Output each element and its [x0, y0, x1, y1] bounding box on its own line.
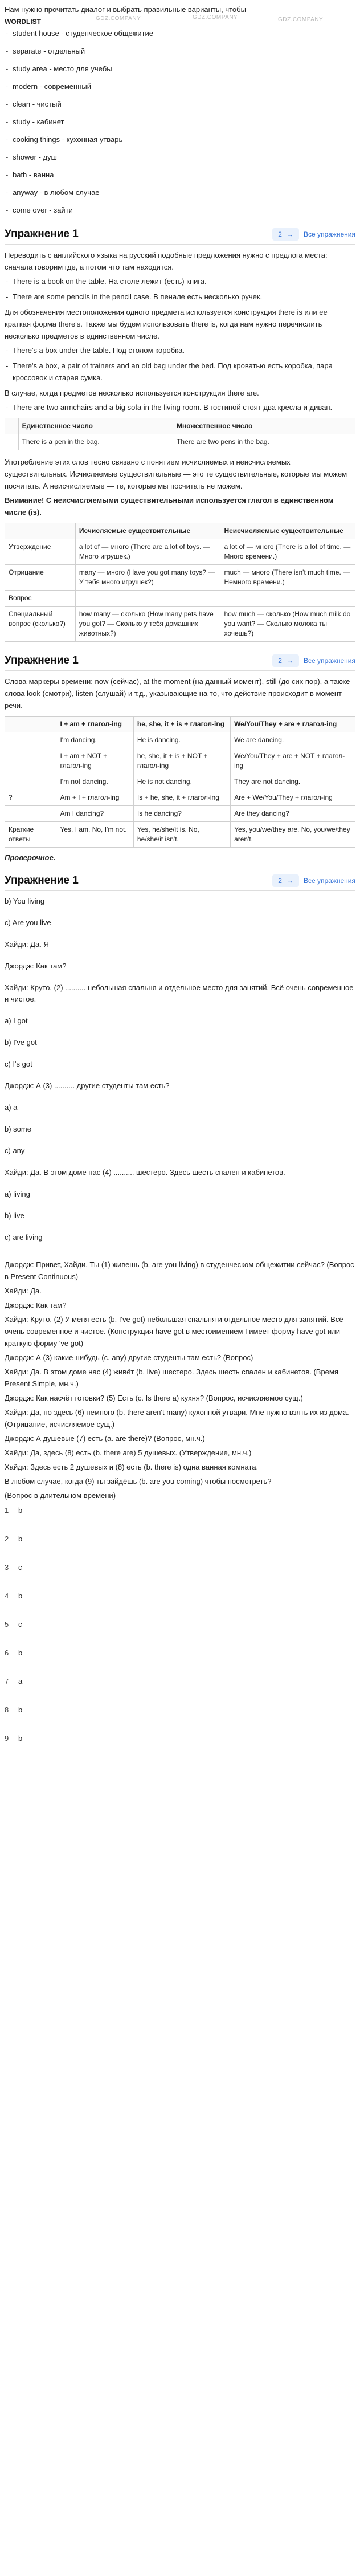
- table-cell: [5, 434, 19, 450]
- key-number: 3: [5, 1563, 9, 1572]
- arrow-right-icon: →: [286, 877, 293, 885]
- table-cell: I'm not dancing.: [56, 774, 133, 790]
- table-cell: he, she, it + is + NOT + глагол-ing: [133, 748, 230, 774]
- theory-paragraph: В случае, когда предметов несколько используется конструкция there are.: [5, 389, 259, 397]
- answer-block: [5, 1259, 355, 1501]
- list-item: - study - кабинет: [5, 116, 355, 127]
- quiz-line: Хайди: Да. Я: [5, 940, 49, 949]
- key-answer: a: [18, 1677, 23, 1686]
- answer-line: В любом случае, когда (9) ты зайдёшь (b. are you coming) чтобы посмотреть?: [5, 1477, 272, 1486]
- table-row: [5, 774, 355, 790]
- quiz-line: c) Are you live: [5, 918, 51, 927]
- table-cell: [5, 774, 56, 790]
- key-answer: b: [18, 1706, 23, 1714]
- table-cell: Вопрос: [5, 591, 76, 607]
- table-header: Исчисляемые существительные: [75, 523, 220, 539]
- list-item: - modern - современный: [5, 81, 355, 92]
- pager-number: 2: [278, 230, 282, 238]
- quiz-line: b) I've got: [5, 1038, 37, 1047]
- tense-table: [5, 716, 355, 848]
- table-cell: They are not dancing.: [231, 774, 355, 790]
- answer-line: Хайди: Здесь есть 2 душевых и (8) есть (b. there is) одна ванная комната.: [5, 1463, 259, 1471]
- table-header: Единственное число: [18, 418, 173, 434]
- answer-line: Хайди: Круто. (2) У меня есть (b. I've got) небольшая спальня и отдельное место для занятий. Всё очень современное и чистое. (Конструкция have got в местоимением I имеет форму have got или краткую форму 've got): [5, 1315, 343, 1348]
- key-number: 8: [5, 1706, 9, 1714]
- table-cell: much — много (There isn't much time. — Немного времени.): [220, 565, 355, 591]
- table-cell: Are + We/You/They + глагол-ing: [231, 790, 355, 806]
- table-cell: [5, 806, 56, 822]
- answer-line: Хайди: Да.: [5, 1287, 42, 1295]
- list-item: [5, 1505, 355, 1516]
- list-item: [5, 1590, 355, 1602]
- example-item: - There's a box, a pair of trainers and an old bag under the bed. Под кроватью есть коробка, пара кроссовок и старая сумка.: [5, 360, 355, 384]
- quiz-line: c) I's got: [5, 1060, 32, 1068]
- table-header: We/You/They + are + глагол-ing: [231, 717, 355, 732]
- next-exercise-button[interactable]: [272, 654, 299, 667]
- theory-paragraph: Для обозначения местоположения одного предмета используется конструкция there is или ее краткая форма there's. Также мы будем использовать there is, когда нам нужно перечислить несколько предметов в единственном числе.: [5, 308, 328, 340]
- table-row: [5, 732, 355, 748]
- answer-line: Хайди: Да, здесь (8) есть (b. there are) 5 душевых. (Утверждение, мн.ч.): [5, 1448, 252, 1457]
- table-header: Неисчисляемые существительные: [220, 523, 355, 539]
- table-row: [5, 748, 355, 774]
- table-cell: Yes, you/we/they are. No, you/we/they aren't.: [231, 822, 355, 848]
- watermark: GDZ.COMPANY: [96, 15, 141, 22]
- table-cell: He is not dancing.: [133, 774, 230, 790]
- table-row: [5, 790, 355, 806]
- table-cell: Are they dancing?: [231, 806, 355, 822]
- theory-paragraph: Употребление этих слов тесно связано с понятием исчисляемых и неисчисляемых существительных. Исчисляемые существительные — это те существительные, которые мы можем посчитать. А неисчисляемые — те, которые мы посчитать не можем.: [5, 458, 347, 490]
- list-item: [5, 1647, 355, 1659]
- table-cell: There is a pen in the bag.: [18, 434, 173, 450]
- list-item: - separate - отдельный: [5, 46, 355, 56]
- key-answer: c: [18, 1620, 22, 1629]
- key-answer: b: [18, 1734, 23, 1743]
- list-item: - shower - душ: [5, 152, 355, 162]
- table-cell: [5, 732, 56, 748]
- list-item: - cooking things - кухонная утварь: [5, 134, 355, 145]
- number-table: [5, 418, 355, 450]
- next-exercise-button[interactable]: [272, 228, 299, 241]
- all-exercises-link[interactable]: Все упражнения: [303, 877, 355, 885]
- list-item: - student house - студенческое общежитие: [5, 28, 355, 39]
- table-cell: He is dancing.: [133, 732, 230, 748]
- arrow-right-icon: →: [286, 230, 293, 238]
- theory-paragraph: Слова-маркеры времени: now (сейчас), at the moment (на данный момент), still (до сих пор), а также слова look (смотри), listen (слушай) и т.д., указывающие на то, что действие происходит в момент речи.: [5, 677, 350, 710]
- table-row: [5, 822, 355, 848]
- key-answer: b: [18, 1535, 23, 1543]
- table-cell: Специальный вопрос (сколько?): [5, 607, 76, 642]
- table-cell: many — много (Have you got many toys? — У тебя много игрушек?): [75, 565, 220, 591]
- quiz-line: b) You living: [5, 897, 45, 905]
- key-number: 7: [5, 1677, 9, 1686]
- table-cell: Утверждение: [5, 539, 76, 565]
- key-number: 4: [5, 1592, 9, 1600]
- table-cell: Yes, I am. No, I'm not.: [56, 822, 133, 848]
- quiz-line: c) any: [5, 1146, 25, 1155]
- wordlist: [5, 28, 355, 215]
- watermark: GDZ.COMPANY: [278, 17, 324, 23]
- quiz-line: b) some: [5, 1125, 31, 1133]
- list-item: - bath - ванна: [5, 169, 355, 180]
- key-number: 9: [5, 1734, 9, 1743]
- answer-line: Хайди: Да, но здесь (6) немного (b. there aren't many) кухонной утвари. Мне нужно взять их из дома. (Отрицание, исчисляемое сущ.): [5, 1408, 349, 1429]
- answer-key: [5, 1505, 355, 1744]
- quiz-line: Хайди: Круто. (2) .......... небольшая спальня и отдельное место для занятий. Всё очень современное и чистое.: [5, 983, 354, 1003]
- table-cell: how much — сколько (How much milk do you want? — Сколько молока ты хочешь?): [220, 607, 355, 642]
- table-row: [5, 806, 355, 822]
- list-item: [5, 1619, 355, 1630]
- all-exercises-link[interactable]: Все упражнения: [303, 657, 355, 665]
- quiz-line: a) I got: [5, 1016, 28, 1025]
- table-cell: We are dancing.: [231, 732, 355, 748]
- countable-table: [5, 523, 355, 642]
- key-number: 2: [5, 1535, 9, 1543]
- table-cell: Am I dancing?: [56, 806, 133, 822]
- note-paragraph: Внимание! С неисчисляемыми существительными используется глагол в единственном числе (is).: [5, 496, 334, 516]
- list-item: [5, 1562, 355, 1573]
- quiz-line: Джордж: А (3) .......... другие студенты там есть?: [5, 1081, 170, 1090]
- watermark: GDZ.COMPANY: [193, 14, 238, 21]
- list-item: - study area - место для учебы: [5, 63, 355, 74]
- table-header: he, she, it + is + глагол-ing: [133, 717, 230, 732]
- quiz-line: Хайди: Да. В этом доме нас (4) .......... шестеро. Здесь шесть спален и кабинетов.: [5, 1168, 285, 1177]
- exercise-title: Упражнение 1: [5, 874, 79, 886]
- exercise-header: [5, 650, 355, 671]
- table-cell: Краткие ответы: [5, 822, 56, 848]
- table-cell: Отрицание: [5, 565, 76, 591]
- example-item: - There is a book on the table. На столе лежит (есть) книга.: [5, 275, 355, 287]
- list-item: - come over - зайти: [5, 205, 355, 215]
- table-row: [5, 607, 355, 642]
- answer-line: (Вопрос в длительном времени): [5, 1491, 116, 1500]
- exercise-title: Упражнение 1: [5, 228, 79, 240]
- table-cell: We/You/They + are + NOT + глагол-ing: [231, 748, 355, 774]
- table-header: I + am + глагол-ing: [56, 717, 133, 732]
- table-cell: a lot of — много (There are a lot of toys. — Много игрушек.): [75, 539, 220, 565]
- pager-number: 2: [278, 877, 282, 885]
- intro-text: Нам нужно прочитать диалог и выбрать правильные варианты, чтобы: [5, 5, 246, 14]
- arrow-right-icon: →: [286, 657, 293, 665]
- table-cell: ?: [5, 790, 56, 806]
- list-item: [5, 1533, 355, 1545]
- answer-line: Хайди: Да. В этом доме нас (4) живёт (b. live) шестеро. Здесь шесть спален и кабинетов. (Время Present Simple, мн.ч.): [5, 1368, 338, 1388]
- key-answer: b: [18, 1506, 23, 1515]
- table-cell: I'm dancing.: [56, 732, 133, 748]
- exercise-header: [5, 223, 355, 245]
- pager-number: 2: [278, 657, 282, 665]
- exercise-title: Упражнение 1: [5, 654, 79, 666]
- answer-line: Джордж: А (3) какие-нибудь (c. any) другие студенты там есть? (Вопрос): [5, 1353, 253, 1362]
- list-item: [5, 1704, 355, 1716]
- quiz-line: a) a: [5, 1103, 18, 1112]
- answer-line: Джордж: Как там?: [5, 1301, 67, 1309]
- quiz-block: [5, 896, 355, 1243]
- list-item: - clean - чистый: [5, 99, 355, 109]
- table-cell: [75, 591, 220, 607]
- table-cell: Is he dancing?: [133, 806, 230, 822]
- table-cell: Yes, he/she/it is. No, he/she/it isn't.: [133, 822, 230, 848]
- wordlist-title: WORDLIST: [5, 18, 41, 26]
- quiz-line: a) living: [5, 1190, 30, 1198]
- all-exercises-link[interactable]: Все упражнения: [303, 230, 355, 238]
- table-cell: how many — сколько (How many pets have you got? — Сколько у тебя домашних животных?): [75, 607, 220, 642]
- table-header: [5, 717, 56, 732]
- list-item: [5, 1676, 355, 1687]
- table-cell: a lot of — много (There is a lot of time. — Много времени.): [220, 539, 355, 565]
- table-cell: I + am + NOT + глагол-ing: [56, 748, 133, 774]
- key-number: 1: [5, 1506, 9, 1515]
- quiz-line: c) are living: [5, 1233, 43, 1242]
- table-cell: Am + I + глагол-ing: [56, 790, 133, 806]
- table-header: [5, 418, 19, 434]
- example-item: - There are some pencils in the pencil case. В пенале есть несколько ручек.: [5, 291, 355, 303]
- table-cell: [220, 591, 355, 607]
- answer-line: Джордж: Привет, Хайди. Ты (1) живешь (b. are you living) в студенческом общежитии сейчас? (Вопрос в Present Continuous): [5, 1260, 354, 1281]
- exercise-header: [5, 870, 355, 891]
- next-exercise-button[interactable]: [272, 874, 299, 887]
- table-header: Множественное число: [173, 418, 355, 434]
- exercise-controls: [272, 228, 355, 241]
- answer-line: Джордж: А душевые (7) есть (a. are there)? (Вопрос, мн.ч.): [5, 1434, 205, 1443]
- list-item: [5, 1733, 355, 1744]
- example-item: - There's a box under the table. Под столом коробка.: [5, 344, 355, 356]
- table-row: [5, 591, 355, 607]
- key-number: 5: [5, 1620, 9, 1629]
- table-header: [5, 523, 76, 539]
- key-answer: b: [18, 1592, 23, 1600]
- table-row: [5, 565, 355, 591]
- table-row: [5, 539, 355, 565]
- answer-line: Джордж: Как насчёт готовки? (5) Есть (c. Is there a) кухня? (Вопрос, исчисляемое сущ.): [5, 1394, 303, 1402]
- example-item: - There are two armchairs and a big sofa in the living room. В гостиной стоят два кресла и диван.: [5, 401, 355, 413]
- table-cell: There are two pens in the bag.: [173, 434, 355, 450]
- table-cell: [5, 748, 56, 774]
- table-row: [5, 434, 355, 450]
- exercise-controls: [272, 654, 355, 667]
- theory-paragraph: Переводить с английского языка на русский подобные предложения нужно с предлога места: сначала говорим где, а потом что там находится.: [5, 251, 328, 271]
- key-answer: b: [18, 1649, 23, 1657]
- key-number: 6: [5, 1649, 9, 1657]
- check-label: Проверочное.: [5, 853, 56, 862]
- table-cell: Is + he, she, it + глагол-ing: [133, 790, 230, 806]
- exercise-controls: [272, 874, 355, 887]
- quiz-line: Джордж: Как там?: [5, 962, 67, 970]
- quiz-line: b) live: [5, 1211, 24, 1220]
- list-item: - anyway - в любом случае: [5, 187, 355, 198]
- key-answer: c: [18, 1563, 22, 1572]
